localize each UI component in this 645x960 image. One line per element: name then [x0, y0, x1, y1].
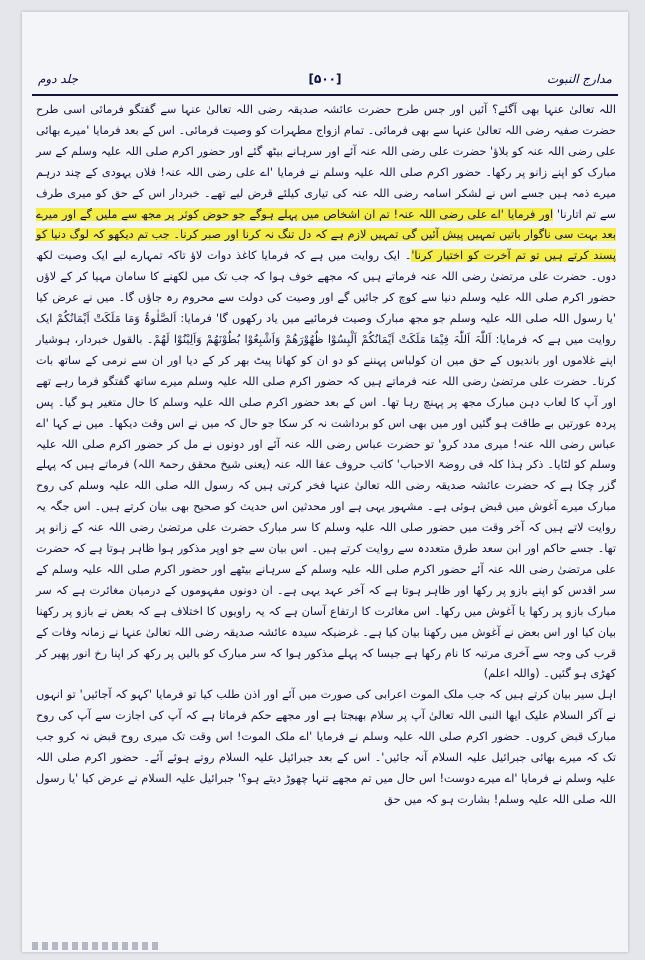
page-sheet [22, 12, 628, 952]
highlighted-passage: اور فرمایا 'اے علی رضی اللہ عنہ! تم ان اشخاص میں پہلے ہوگے جو حوض کوثر پر مجھ سے ملیں گے اور میرے بعد بہت سی ناگوار باتیں تمہیں پیش آئیں گی تمہیں لازم ہے کہ دل تنگ نہ کرنا اور صبر کرنا۔ جب تم دیکھو کہ لوگ دنیا کو پسند کرتے ہیں تو تم آخرت کو اختیار کرنا' [36, 207, 616, 263]
running-header [32, 72, 618, 94]
footer-mark [32, 942, 162, 950]
book-title: مدارج النبوت [546, 72, 612, 86]
body-text [36, 100, 616, 811]
paragraph-1 [36, 100, 616, 685]
header-rule [32, 94, 618, 96]
paragraph-1-start: اللہ تعالیٰ عنہا بھی آگئے؟ آئیں اور جس طرح حضرت عائشہ صدیقہ رضی اللہ تعالیٰ عنہا سے گفتگو فرمائی اسی طرح حضرت صفیہ رضی اللہ تعالیٰ عنہا سے بھی فرمائی۔ تمام ازواج مطہرات کو وصیت فرمائی۔ اس کے بعد فرمایا 'میرے بھائی علی رضی اللہ عنہ کو بلاؤ' حضرت علی رضی اللہ عنہ آئے اور سرہانے بیٹھ گئے اور حضور اکرم صلی اللہ علیہ وسلم کے سر مبارک کو اپنے زانو پر رکھا۔ حضور اکرم صلی اللہ علیہ وسلم نے فرمایا 'اے علی رضی اللہ عنہ! فلاں یہودی کے چند درہم میرے ذمہ ہیں جسے اس نے لشکر اسامہ رضی اللہ عنہ کی تیاری کیلئے قرض لیے تھے۔ خبردار اس کے حق کو میری طرف سے تم اتارنا' [35, 103, 616, 221]
page-number: [۵۰۰] [308, 72, 342, 86]
paragraph-2: اہل سیر بیان کرتے ہیں کہ جب ملک الموت اعرابی کی صورت میں آئے اور اذن طلب کیا تو فرمایا 'کہو کہ آجائیں' تو انہوں نے آکر السلام علیک ایھا النبی اللہ تعالیٰ آپ پر سلام بھیجتا ہے اور مجھے حکم فرماتا ہے کہ آپ کی اجازت سے آپ کی روح مبارک قبض کروں۔ حضور اکرم صلی اللہ علیہ وسلم نے فرمایا 'اے ملک الموت! اس وقت تک میری روح قبض نہ کرو جب تک کہ میرے بھائی جبرائیل علیہ السلام آنہ جائیں'۔ اس کے بعد جبرائیل علیہ السلام روتے ہوئے آئے۔ حضور اکرم صلی اللہ علیہ وسلم نے فرمایا 'اے میرے دوست! اس حال میں تم مجھے تنہا چھوڑ دیتے ہو؟' جبرائیل علیہ السلام نے عرض کیا 'یا رسول اللہ صلی اللہ علیہ وسلم! بشارت ہو کہ میں حق [36, 688, 616, 806]
volume-label: جلد دوم [38, 72, 79, 86]
paragraph-1-rest: ۔ ایک روایت میں ہے کہ فرمایا کاغذ دوات لاؤ تاکہ تمہارے لیے ایک وصیت لکھ دوں۔ حضرت علی مرتضیٰ رضی اللہ عنہ فرماتے ہیں کہ مجھے خوف ہوا کہ جب تک میں لکھنے کا سامان مہیا کر کے لاؤں حضور اکرم صلی اللہ علیہ وسلم دنیا سے کوچ کر جائیں گے اور وصیت کی دولت سے محروم رہ جاؤں گا۔ میں نے عرض کیا 'یا رسول اللہ صلی اللہ علیہ وسلم جو مجھ مبارک وصیت فرمائیے میں یاد رکھوں گا' فرمایا: اَلصَّلٰوۃُ وَمَا مَلَکَتْ اَیْمَانُکُمْ ایک روایت میں ہے کہ فرمایا: اَللّٰہَ اَللّٰہَ فِیْمَا مَلَکَتْ اَیْمَانُکُمْ اَلْبِسُوْا ظُھُوْرَھُمْ وَاَشْبِعُوْا بُطُوْنَھُمْ وَاَلِیْنُوْا لَھُمْ۔ بالقول خبردار، ہوشیار اپنے غلاموں اور باندیوں کے حق میں ان کولباس پہننے کو دو ان کو کھانا پیٹ بھر کر کے دیا اور ان سے نرمی کے ساتھ بات کرنا۔ حضرت علی مرتضیٰ رضی اللہ عنہ فرماتے ہیں کہ حضور اکرم صلی اللہ علیہ وسلم میرے ساتھ گفتگو فرما رہے تھے اور آپ کا لعاب دہن مبارک مجھ پر پہنچ رہا تھا۔ اس کے بعد حضور اکرم صلی اللہ علیہ وسلم کا حال متغیر ہو گیا۔ پس پردہ عورتیں بے طاقت ہو گئیں اور میں بھی اس کو برداشت نہ کر سکا جو حال کہ میں نے اس وقت دیکھا۔ میں نے کہا 'اے عباس رضی اللہ عنہ! میری مدد کرو' تو حضرت عباس رضی اللہ عنہ آئے اور دونوں نے مل کر حضور اکرم صلی اللہ علیہ وسلم کو لٹایا۔ ذکر ہذا کلہ فی روضۃ الاحباب' کاتب حروف عفا اللہ عنہ (یعنی شیخ محقق رحمۃ اللہ) فرماتے ہیں کہ پہلے گزر چکا ہے کہ حضرت عائشہ صدیقہ رضی اللہ تعالیٰ عنہا فخر کرتی ہیں کہ رسول اللہ صلی اللہ علیہ وسلم کی روح مبارک میرے آغوش میں قبض ہوئی ہے۔ مشہور یہی ہے اور محدثین اس حدیث کو صحیح بھی بیان کرتے ہیں۔ اس جگہ یہ روایت لاتے ہیں کہ آخر وقت میں حضور صلی اللہ علیہ وسلم کا سر مبارک حضرت علی مرتضیٰ رضی اللہ عنہ کے زانو پر تھا۔ جسے حاکم اور ابن سعد طرق متعددہ سے روایت کرتے ہیں۔ اس بیان سے جو اوپر مذکور ہوا ظاہر ہوتا ہے کہ حضرت علی مرتضیٰ رضی اللہ عنہ آئے حضور اکرم صلی اللہ علیہ وسلم کے سرہانے بیٹھے اور حضور اکرم صلی اللہ علیہ وسلم کے سر اقدس کو اپنے بازو پر رکھا اور ظاہر ہوتا ہے کہ آخر عہد یہی ہے۔ ان دونوں مفہوموں کے درمیان مغائرت ہے کہ سر مبارک بازو پر رکھا یا آغوش میں رکھا۔ اس مغائرت کا ارتفاع آسان ہے کہ یہ راویوں کا اختلاف ہے کہ بعض نے بازو پر رکھنا بیان کیا اور اس بعض نے آغوش میں رکھنا بیان کیا ہے۔ غرضیکہ سیدہ عائشہ صدیقہ رضی اللہ تعالیٰ عنہا نے زمانہ وفات کے قرب کی وجہ سے آخری مرتبہ کا نام رکھا ہے جیسا کہ پہلے مذکور ہوا کہ سر مبارک کو بالیں پر رکھ کر اپنا رخ انور پھیر کر کھڑی ہو گئیں۔ (واللہ اعلم) [36, 249, 616, 681]
